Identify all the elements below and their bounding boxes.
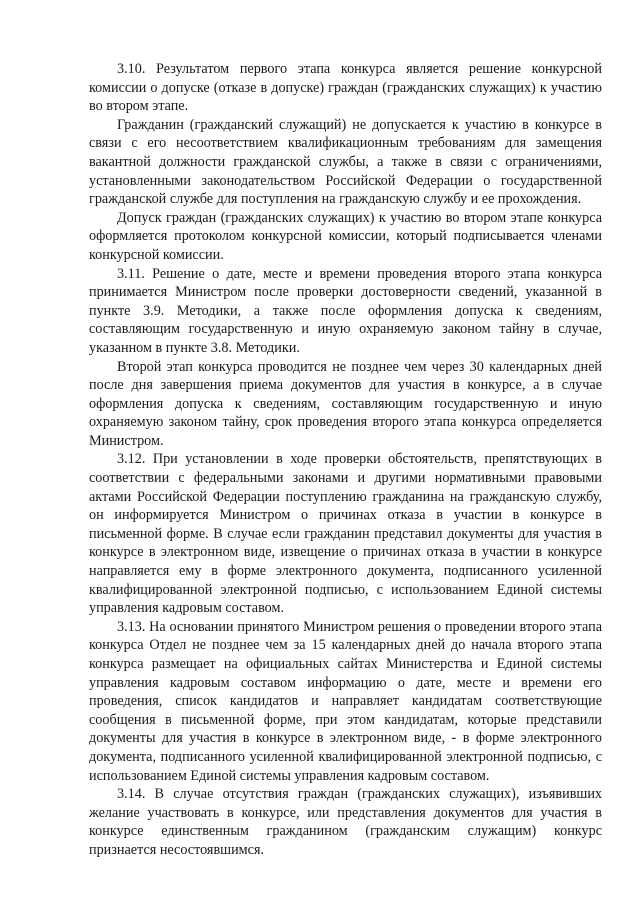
paragraph-3-12: 3.12. При установлении в ходе проверки обстоятельств, препятствующих в соответствии с федеральными законами и другими нормативными правовыми актами Российской Федерации поступлению гражданина на гражданскую службу, он информируется Министром о причинах отказа в участии в конкурсе в письменной форме. В случае если гражданин представил документы для участия в конкурсе в электронном виде, извещение о причинах отказа в участии в конкурсе направляется ему в форме электронного документа, подписанного усиленной квалифицированной электронной подписью, с использованием Единой системы управления кадровым составом. [89, 451, 602, 617]
paragraph-3-14: 3.14. В случае отсутствия граждан (гражданских служащих), изъявивших желание участвовать в конкурсе, или представления документов для участия в конкурсе единственным гражданином (гражданским служащим) конкурс признается несостоявшимся. [89, 786, 602, 858]
paragraph-admission-refusal: Гражданин (гражданский служащий) не допускается к участию в конкурсе в связи с его несоответствием квалификационным требованиям для замещения вакантной должности гражданской службы, а также в связи с ограничениями, установленными законодательством Российской Федерации о государственной гражданской службе для поступления на гражданскую службу и ее прохождения. [89, 116, 602, 208]
paragraph-3-10: 3.10. Результатом первого этапа конкурса является решение конкурсной комиссии о допуске (отказе в допуске) граждан (гражданских служащих) к участию во втором этапе. [89, 61, 602, 115]
paragraph-admission-protocol: Допуск граждан (гражданских служащих) к участию во втором этапе конкурса оформляется протоколом конкурсной комиссии, который подписывается членами конкурсной комиссии. [89, 209, 602, 263]
paragraph-second-stage-term: Второй этап конкурса проводится не позднее чем через 30 календарных дней после дня завершения приема документов для участия в конкурсе, а в случае оформления допуска к сведениям, составляющим государственную и иную охраняемую законом тайну, срок проведения второго этапа конкурса определяется Министром. [89, 358, 602, 449]
paragraph-3-13: 3.13. На основании принятого Министром решения о проведении второго этапа конкурса Отдел не позднее чем за 15 календарных дней до начала второго этапа конкурса размещает на официальных сайтах Министерства и Единой системы управления кадровым составом информацию о дате, месте и времени его проведения, список кандидатов и направляет кандидатам соответствующие сообщения в письменной форме, при этом кандидатам, которые представили документы для участия в конкурсе в электронном виде, - в форме электронного документа, подписанного усиленной квалифицированной электронной подписью, с использованием Единой системы управления кадровым составом. [89, 618, 602, 784]
paragraph-3-11: 3.11. Решение о дате, месте и времени проведения второго этапа конкурса принимается Министром после проверки достоверности сведений, указанной в пункте 3.9. Методики, а также после оформления допуска к сведениям, составляющим государственную и иную охраняемую законом тайну в случае, указанном в пункте 3.8. Методики. [89, 265, 602, 356]
document-page [89, 60, 602, 860]
